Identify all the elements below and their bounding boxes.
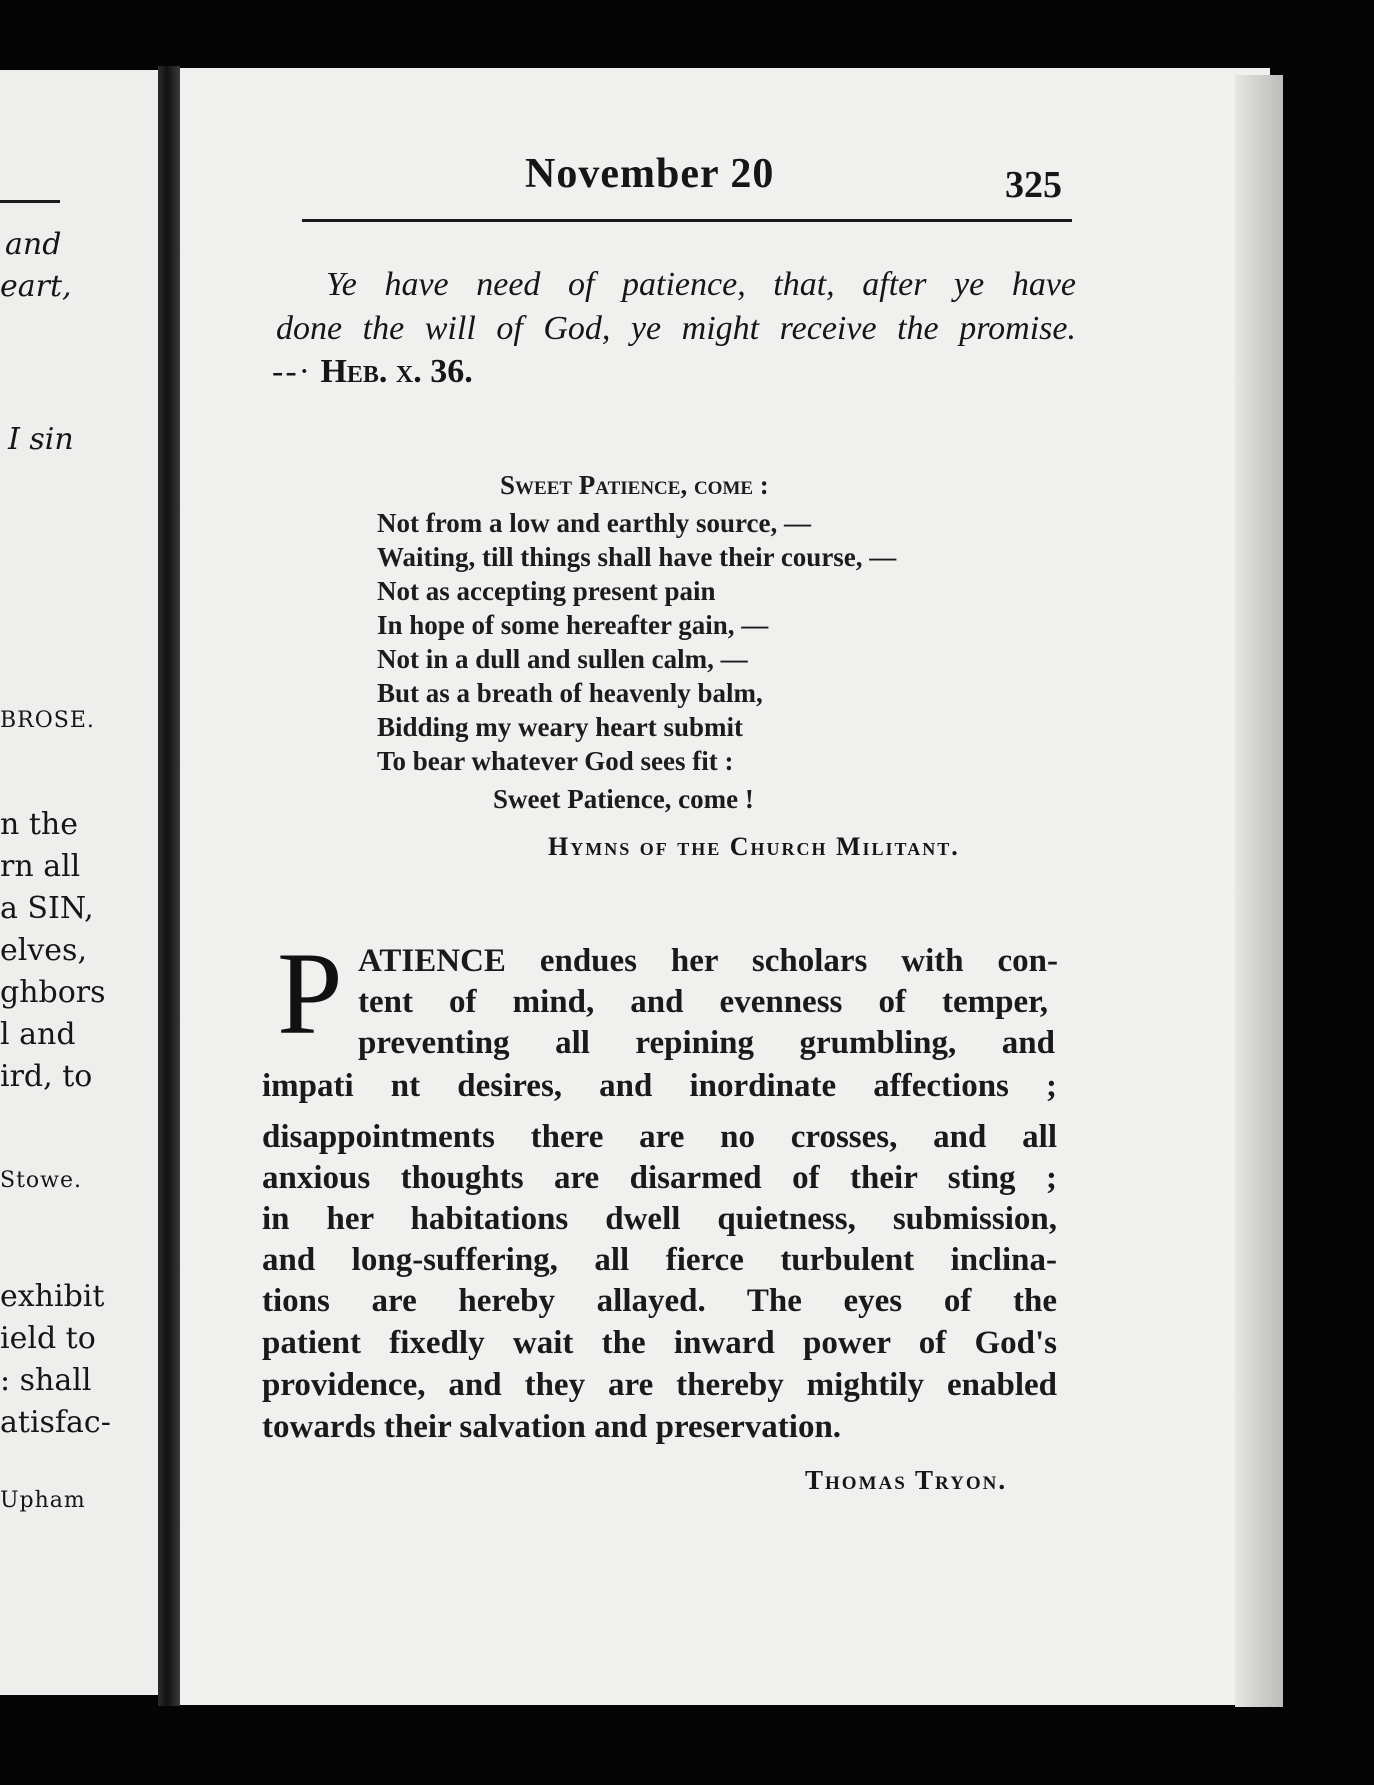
prose-line: ATIENCE endues her scholars with con- [358,943,1058,979]
left-line: atisfac- [0,1405,111,1440]
prose-line: patient fixedly wait the inward power of God's [262,1325,1057,1361]
poem-attribution: Hymns of the Church Militant. [548,832,960,861]
left-line: ield to [0,1321,96,1356]
prose-line: disappointments there are no crosses, and all [262,1119,1057,1155]
poem-line: In hope of some hereafter gain, — [377,610,769,640]
left-line: n the [0,807,78,842]
drop-cap: P [277,928,343,1059]
poem-line: Not in a dull and sullen calm, — [377,644,748,674]
page-number: 325 [1005,164,1062,206]
prose-attribution: Thomas Tryon. [805,1465,1008,1495]
scripture-line: Ye have need of patience, that, after ye have [326,266,1076,303]
left-line: l and [0,1017,76,1052]
left-line: : shall [0,1363,92,1398]
poem-line: But as a breath of heavenly balm, [377,678,763,708]
poem-line: Waiting, till things shall have their course, — [377,542,897,572]
poem-line: Sweet Patience, come ! [493,784,754,814]
prose-line: tions are hereby allayed. The eyes of the [262,1283,1057,1319]
left-line: ghbors [0,975,106,1010]
header-rule [302,219,1072,222]
page-title: November 20 [525,151,775,197]
left-line: exhibit [0,1279,105,1314]
previous-page-rule [0,200,60,203]
prose-line [262,1068,1057,1105]
left-line: rn all [0,849,81,884]
prose-line: and long-suffering, all fierce turbulent inclina- [262,1242,1057,1278]
prose-line: providence, and they are thereby mightily enabled [262,1367,1057,1403]
left-line: elves, [0,933,87,968]
left-line: BROSE. [0,708,95,733]
previous-page-fragment [0,70,158,1695]
prose-line: anxious thoughts are disarmed of their sting ; [262,1160,1057,1196]
book-spine [158,66,180,1706]
reference-dashes: --· [272,353,312,390]
poem-line: Not as accepting present pain [377,576,716,606]
poem-line: To bear whatever God sees fit : [377,746,734,776]
scripture-reference [272,353,473,391]
prose-line: towards their salvation and preservation. [262,1409,842,1445]
left-line: ird, to [0,1059,93,1094]
left-line: Upham [0,1488,86,1513]
reference-text: Heb. x. 36. [320,353,473,390]
poem-line: Bidding my weary heart submit [377,712,744,742]
prose-line: in her habitations dwell quietness, submission, [262,1201,1057,1237]
left-line: a SIN, [0,891,94,926]
prose-line-text: impati nt desires, and inordinate affections ; [262,1068,1057,1104]
page-edge [1235,75,1283,1707]
prose-line: preventing all repining grumbling, and [358,1025,1055,1061]
poem-line [500,470,769,501]
left-line: I sin [8,422,74,457]
scripture-line: done the will of God, ye might receive the promise. [276,310,1076,347]
prose-line: tent of mind, and evenness of temper, [358,984,1048,1020]
poem-line-text: Sweet Patience, come : [500,470,769,500]
poem-line: Not from a low and earthly source, — [377,508,811,538]
left-line: Stowe. [0,1168,83,1193]
left-line: and [5,227,62,262]
scripture-quote [276,263,1076,351]
left-line: eart, [0,269,72,304]
